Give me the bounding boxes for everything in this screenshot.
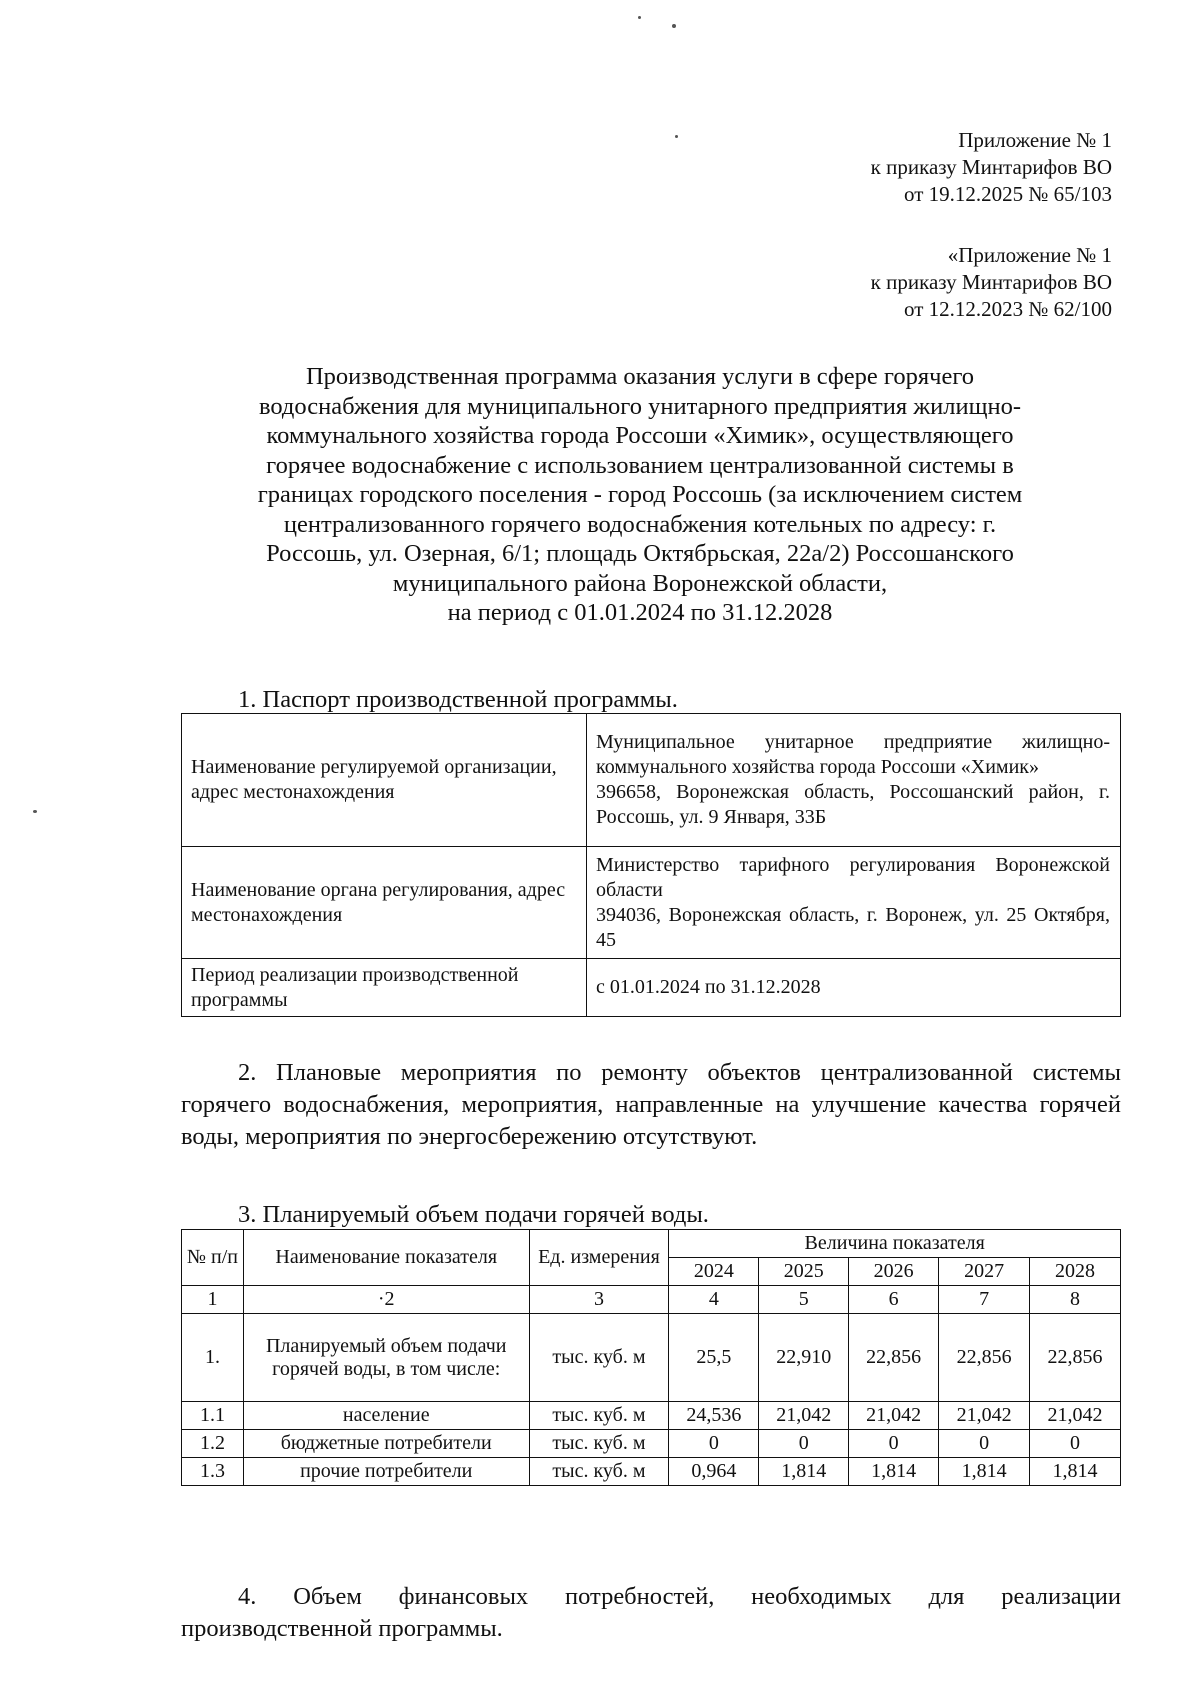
column-number: 5 [759, 1286, 849, 1314]
header-num: № п/п [182, 1230, 244, 1286]
row-num: 1.2 [182, 1430, 244, 1458]
section-2-paragraph [181, 1057, 1121, 1153]
table-row [182, 714, 1121, 847]
row-value: 1,814 [1030, 1458, 1121, 1486]
row-value: 0 [939, 1430, 1030, 1458]
row-value: 0 [669, 1430, 759, 1458]
title-line: централизованного горячего водоснабжения котельных по адресу: г. [283, 510, 997, 538]
table-row [182, 1402, 1121, 1430]
title-line: Производственная программа оказания услуги в сфере горячего [305, 363, 975, 390]
row-name: население [243, 1402, 529, 1430]
scan-speck [675, 135, 678, 138]
row-name: Планируемый объем подачи горячей воды, в том числе: [243, 1314, 529, 1402]
table-row [182, 1314, 1121, 1402]
header-name: Наименование показателя [243, 1230, 529, 1286]
title-line: на период с 01.01.2024 по 31.12.2028 [447, 599, 833, 626]
row-value: 0 [759, 1430, 849, 1458]
title-line: Россошь, ул. Озерная, 6/1; площадь Октябрьская, 22а/2) Россошанского [266, 540, 1014, 567]
column-number: 4 [669, 1286, 759, 1314]
organization-address: 396658, Воронежская область, Россошанский район, г. Россошь, ул. 9 Января, 33Б [596, 781, 1110, 828]
title-line: границах городского поселения - город Россошь (за исключением систем [257, 481, 1023, 508]
passport-label: Наименование органа регулирования, адрес местонахождения [182, 847, 587, 959]
column-number: 3 [529, 1286, 669, 1314]
row-unit: тыс. куб. м [529, 1430, 669, 1458]
document-title [180, 362, 1100, 628]
row-value: 21,042 [759, 1402, 849, 1430]
passport-value: с 01.01.2024 по 31.12.2028 [587, 959, 1121, 1017]
section-1-heading: 1. Паспорт производственной программы. [238, 686, 678, 713]
row-value: 25,5 [669, 1314, 759, 1402]
row-unit: тыс. куб. м [529, 1314, 669, 1402]
title-line: коммунального хозяйства города Россоши «Химик», осуществляющего [266, 422, 1014, 449]
passport-label: Период реализации производственной программы [182, 959, 587, 1017]
passport-table [181, 713, 1121, 1017]
row-value: 21,042 [849, 1402, 939, 1430]
header-unit: Ед. измерения [529, 1230, 669, 1286]
row-value: 1,814 [939, 1458, 1030, 1486]
header-value-group: Величина показателя [669, 1230, 1121, 1258]
scan-speck [638, 16, 641, 19]
row-value: 22,910 [759, 1314, 849, 1402]
row-num: 1. [182, 1314, 244, 1402]
appendix-line: к приказу Минтарифов ВО [870, 270, 1112, 294]
row-value: 21,042 [1030, 1402, 1121, 1430]
appendix-line: Приложение № 1 [958, 128, 1112, 152]
row-value: 0 [849, 1430, 939, 1458]
appendix-reference-new [871, 127, 1112, 208]
column-number: 7 [939, 1286, 1030, 1314]
row-value: 22,856 [849, 1314, 939, 1402]
column-number: 8 [1030, 1286, 1121, 1314]
appendix-line: от 12.12.2023 № 62/100 [903, 297, 1112, 321]
column-number: ·2 [243, 1286, 529, 1314]
row-value: 1,814 [759, 1458, 849, 1486]
row-value: 24,536 [669, 1402, 759, 1430]
organization-name: Муниципальное унитарное предприятие жилищно-коммунального хозяйства города Россоши «Химик» [596, 731, 1110, 778]
appendix-line: «Приложение № 1 [947, 243, 1112, 267]
row-value: 21,042 [939, 1402, 1030, 1430]
column-number: 6 [849, 1286, 939, 1314]
row-name: прочие потребители [243, 1458, 529, 1486]
row-value: 22,856 [1030, 1314, 1121, 1402]
appendix-line: к приказу Минтарифов ВО [870, 155, 1112, 179]
table-row [182, 1458, 1121, 1486]
appendix-reference-old [871, 242, 1112, 323]
column-number: 1 [182, 1286, 244, 1314]
row-num: 1.3 [182, 1458, 244, 1486]
title-line: муниципального района Воронежской области, [392, 569, 888, 597]
table-row [182, 959, 1121, 1017]
regulator-name: Министерство тарифного регулирования Воронежской области [596, 853, 1110, 901]
header-year: 2025 [759, 1258, 849, 1286]
row-unit: тыс. куб. м [529, 1458, 669, 1486]
passport-value [587, 847, 1121, 959]
passport-value [587, 714, 1121, 847]
section-3-heading: 3. Планируемый объем подачи горячей воды. [238, 1201, 709, 1228]
scan-speck [672, 24, 676, 28]
row-num: 1.1 [182, 1402, 244, 1430]
header-year: 2026 [849, 1258, 939, 1286]
table-header-row [182, 1230, 1121, 1258]
row-value: 1,814 [849, 1458, 939, 1486]
row-value: 22,856 [939, 1314, 1030, 1402]
column-number-row [182, 1286, 1121, 1314]
header-year: 2024 [669, 1258, 759, 1286]
row-unit: тыс. куб. м [529, 1402, 669, 1430]
title-line: горячее водоснабжение с использованием централизованной системы в [266, 451, 1014, 479]
header-year: 2027 [939, 1258, 1030, 1286]
passport-label: Наименование регулируемой организации, адрес местонахождения [182, 714, 587, 847]
section-2-text: 2. Плановые мероприятия по ремонту объектов централизованной системы горячего водоснабжения, мероприятия, направленные на улучшение качества горячей воды, мероприятия по энергосбережению отсутствуют. [181, 1059, 1121, 1150]
volume-table [181, 1229, 1121, 1486]
row-value: 0,964 [669, 1458, 759, 1486]
section-4-paragraph [181, 1581, 1121, 1645]
section-4-text: 4. Объем финансовых потребностей, необходимых для реализации производственной программы. [181, 1583, 1121, 1642]
title-line: водоснабжения для муниципального унитарного предприятия жилищно- [258, 392, 1021, 420]
header-year: 2028 [1030, 1258, 1121, 1286]
appendix-line: от 19.12.2025 № 65/103 [903, 182, 1112, 206]
table-row [182, 1430, 1121, 1458]
row-name: бюджетные потребители [243, 1430, 529, 1458]
scan-speck [33, 810, 37, 813]
table-row [182, 847, 1121, 959]
row-value: 0 [1030, 1430, 1121, 1458]
regulator-address: 394036, Воронежская область, г. Воронеж, ул. 25 Октября, 45 [596, 903, 1110, 951]
